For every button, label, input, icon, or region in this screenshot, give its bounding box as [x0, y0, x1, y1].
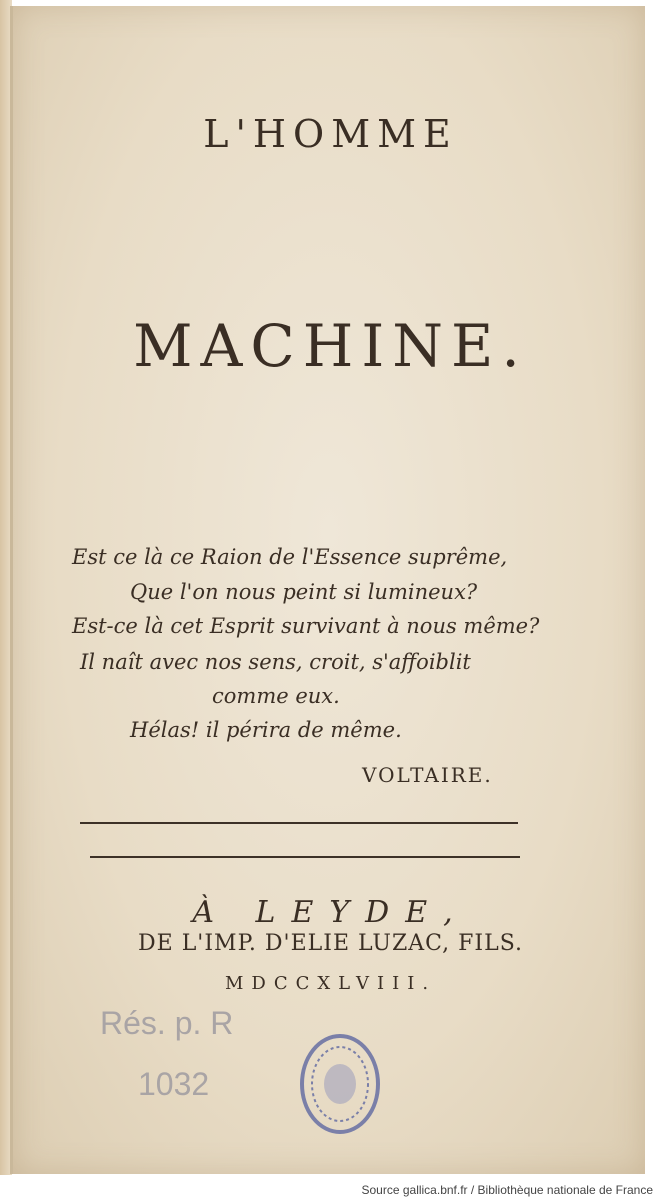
library-stamp-icon — [298, 1032, 382, 1136]
title-line-2: MACHINE. — [133, 312, 528, 380]
imprint-year: MDCCXLVIII. — [224, 973, 437, 994]
divider-rule-2 — [90, 856, 520, 858]
imprint-place: À LEYDE, — [192, 895, 469, 930]
epigraph-line-3: Est-ce là cet Esprit survivant à nous même? — [72, 614, 540, 638]
epigraph-line-5: comme eux. — [212, 684, 340, 708]
source-credit: Source gallica.bnf.fr / Bibliothèque nationale de France — [361, 1183, 653, 1197]
imprint-printer: DE L'IMP. D'ELIE LUZAC, FILS. — [138, 931, 523, 956]
epigraph-line-1: Est ce là ce Raion de l'Essence suprême, — [72, 545, 508, 569]
epigraph-line-6: Hélas! il périra de même. — [130, 718, 402, 742]
shelfmark-line-2: 1032 — [138, 1066, 210, 1102]
epigraph-line-2: Que l'on nous peint si lumineux? — [130, 580, 478, 604]
epigraph-line-4: Il naît avec nos sens, croit, s'affoiblit — [80, 650, 471, 674]
divider-rule-1 — [80, 822, 518, 824]
epigraph-author: VOLTAIRE. — [362, 763, 493, 787]
shelfmark-line-1: Rés. p. R — [100, 1005, 234, 1041]
title-line-1: L'HOMME — [203, 112, 458, 156]
